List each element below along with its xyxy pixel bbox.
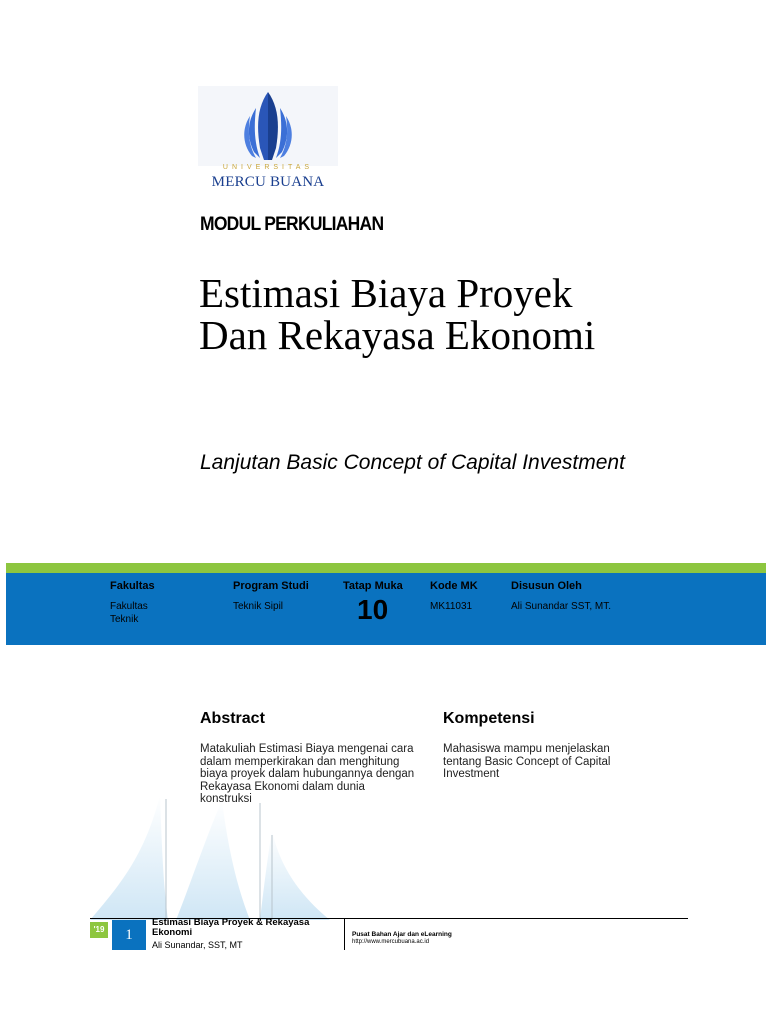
logo-university-label: UNIVERSITAS — [222, 164, 314, 171]
info-col-tatap-muka — [343, 580, 425, 626]
info-header-program-studi: Program Studi — [233, 580, 309, 592]
logo-university-name: MERCU BUANA — [211, 174, 325, 190]
info-header-tatap-muka: Tatap Muka — [343, 580, 403, 592]
title-line-1: Estimasi Biaya Proyek — [199, 270, 573, 316]
info-band-accent — [6, 563, 766, 573]
info-value-tatap-muka: 10 — [357, 594, 389, 625]
info-col-program-studi — [233, 580, 338, 613]
info-col-fakultas — [110, 580, 220, 626]
info-value-kode-mk: MK11031 — [430, 601, 473, 612]
university-logo — [198, 86, 338, 196]
footer-year-badge: '19 — [90, 922, 108, 938]
mercu-buana-emblem-icon — [198, 86, 338, 166]
title-line-2: Dan Rekayasa Ekonomi — [199, 312, 596, 358]
document-title — [199, 272, 719, 356]
footer-title: Estimasi Biaya Proyek & Rekayasa Ekonomi — [152, 917, 310, 938]
footer-url: http://www.mercubuana.ac.id — [352, 939, 430, 945]
kompetensi-text: Mahasiswa mampu menjelaskan tentang Basic Concept of Capital Investment — [443, 743, 611, 780]
kompetensi-heading: Kompetensi — [443, 710, 535, 727]
abstract-text: Matakuliah Estimasi Biaya mengenai cara dalam memperkirakan dan menghitung biaya proyek dalam hubungannya dengan Rekayasa Ekonomi dalam dunia konstruksi — [200, 743, 415, 805]
document-subtitle: Lanjutan Basic Concept of Capital Investment — [200, 451, 625, 474]
info-col-disusun-oleh — [511, 580, 711, 613]
module-label: MODUL PERKULIAHAN — [200, 214, 384, 235]
footer-author: Ali Sunandar, SST, MT — [152, 940, 243, 950]
abstract-heading: Abstract — [200, 710, 265, 727]
footer-org: Pusat Bahan Ajar dan eLearning — [352, 931, 452, 938]
info-value-disusun-oleh: Ali Sunandar SST, MT. — [511, 601, 612, 612]
footer-column-divider — [344, 918, 345, 950]
info-value-program-studi: Teknik Sipil — [233, 601, 284, 612]
monument-watermark-icon — [90, 795, 330, 920]
footer-page-number: 1 — [112, 920, 146, 950]
info-header-fakultas: Fakultas — [110, 580, 155, 592]
info-col-kode-mk — [430, 580, 508, 613]
info-value-fakultas: Fakultas Teknik — [110, 601, 148, 625]
info-header-kode-mk: Kode MK — [430, 580, 478, 592]
info-header-disusun-oleh: Disusun Oleh — [511, 580, 582, 592]
